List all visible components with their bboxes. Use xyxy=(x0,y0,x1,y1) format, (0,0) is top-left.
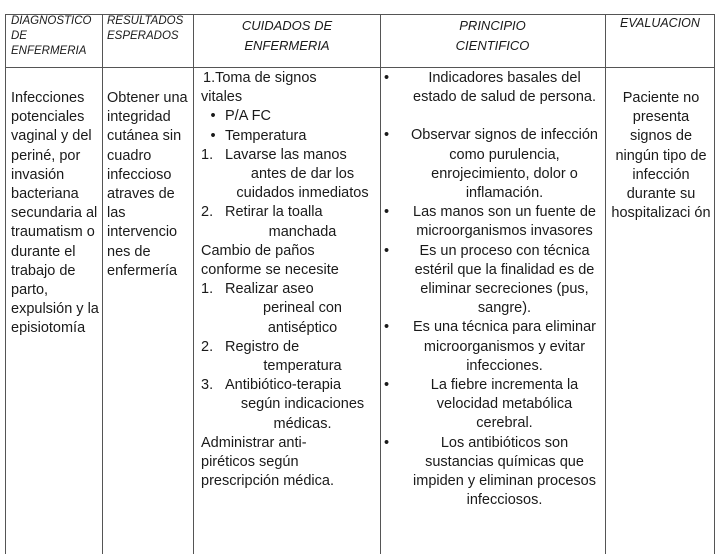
cuidados-line: Temperatura xyxy=(225,127,307,144)
cuidados-bullet xyxy=(201,107,379,126)
cuidados-line: 1.Toma de signos xyxy=(203,70,317,86)
cuidados-item xyxy=(201,338,379,357)
cuidados-line: Retirar la toalla xyxy=(225,204,323,221)
cuidados-text xyxy=(201,69,379,491)
column-divider xyxy=(193,14,194,554)
evaluacion-text: Paciente no presenta signos de ningún tipo de infección durante su hospitalizaci ón xyxy=(611,90,711,222)
item-number: 2. xyxy=(201,338,214,355)
column-divider xyxy=(102,14,103,554)
bullet-icon: • xyxy=(384,127,390,144)
cuidados-item xyxy=(201,280,379,299)
column-divider xyxy=(605,14,606,554)
cuidados-line: Administrar anti- xyxy=(201,434,307,451)
bullet-icon: • xyxy=(384,434,390,451)
bullet-icon: • xyxy=(384,319,390,336)
cuidados-item xyxy=(201,203,379,222)
list-item: • La fiebre incrementa la velocidad metabólica cerebral. xyxy=(384,377,579,432)
item-number: 3. xyxy=(201,377,214,394)
cuidados-line: P/A FC xyxy=(225,108,271,125)
cuidados-line: piréticos según xyxy=(201,454,299,471)
bullet-icon: • xyxy=(210,127,216,144)
cuidados-line: prescripción médica. xyxy=(201,473,334,490)
cuidados-item xyxy=(201,376,379,395)
cuidados-line: conforme se necesite xyxy=(201,262,339,279)
cuidados-line: médicas. xyxy=(273,415,332,432)
cuidados-bullet xyxy=(201,127,379,146)
list-item: • Los antibióticos son sustancias químicas que impiden y eliminan procesos infecciosos. xyxy=(384,434,596,509)
cuidados-line: antiséptico xyxy=(267,319,338,336)
list-item: • Indicadores basales del estado de salud de persona. xyxy=(384,70,596,106)
list-item: • Las manos son un fuente de microorganismos invasores xyxy=(384,204,596,240)
cuidados-line: antes de dar los xyxy=(250,166,355,183)
bullet-icon: • xyxy=(384,377,390,394)
cuidados-line: Lavarse las manos xyxy=(225,146,347,163)
header-cuidados: CUIDADOS DE ENFERMERIA xyxy=(241,18,333,53)
diagnostico-text: Infecciones potenciales vaginal y del periné, por invasión bacteriana secundaria al traumatism o durante el trabajo de parto, expulsión y la episiotomía xyxy=(11,90,99,337)
header-evaluacion: EVALUACION xyxy=(620,16,700,30)
cuidados-item xyxy=(201,146,379,165)
header-diagnostico: DIAGNOSTICO DE ENFERMERIA xyxy=(11,15,92,57)
header-resultados: RESULTADOS ESPERADOS xyxy=(107,15,184,42)
bullet-icon: • xyxy=(384,70,390,86)
cuidados-line: Antibiótico-terapia xyxy=(225,377,342,394)
cuidados-line: vitales xyxy=(201,89,243,106)
bullet-icon: • xyxy=(384,242,390,259)
bullet-icon: • xyxy=(210,108,216,125)
item-number: 1. xyxy=(201,146,214,163)
cuidados-line: manchada xyxy=(268,223,337,240)
cuidados-line: perineal con xyxy=(263,300,342,317)
header-divider xyxy=(5,67,715,68)
cuidados-line: Cambio de paños xyxy=(201,242,315,259)
cuidados-line: Registro de xyxy=(225,338,300,355)
list-item: • Es una técnica para eliminar microorganismos y evitar infecciones. xyxy=(384,319,596,374)
header-principio: PRINCIPIO CIENTIFICO xyxy=(455,18,530,53)
principio-list xyxy=(382,69,602,510)
list-item: • Es un proceso con técnica estéril que la finalidad es de eliminar secreciones (pus, sangre). xyxy=(384,242,595,317)
item-number: 1. xyxy=(201,281,214,298)
cuidados-line: cuidados inmediatos xyxy=(236,185,369,202)
cuidados-line: según indicaciones xyxy=(240,396,365,413)
cuidados-line: temperatura xyxy=(263,358,342,375)
resultados-text: Obtener una integridad cutánea sin cuadro infeccioso atraves de las intervencio nes de enfermería xyxy=(107,90,188,279)
bullet-icon: • xyxy=(384,204,390,221)
column-divider xyxy=(380,14,381,554)
list-item: • Observar signos de infección como purulencia, enrojecimiento, dolor o inflamación. xyxy=(384,127,598,202)
item-number: 2. xyxy=(201,204,214,221)
cuidados-line: Realizar aseo xyxy=(225,281,314,298)
